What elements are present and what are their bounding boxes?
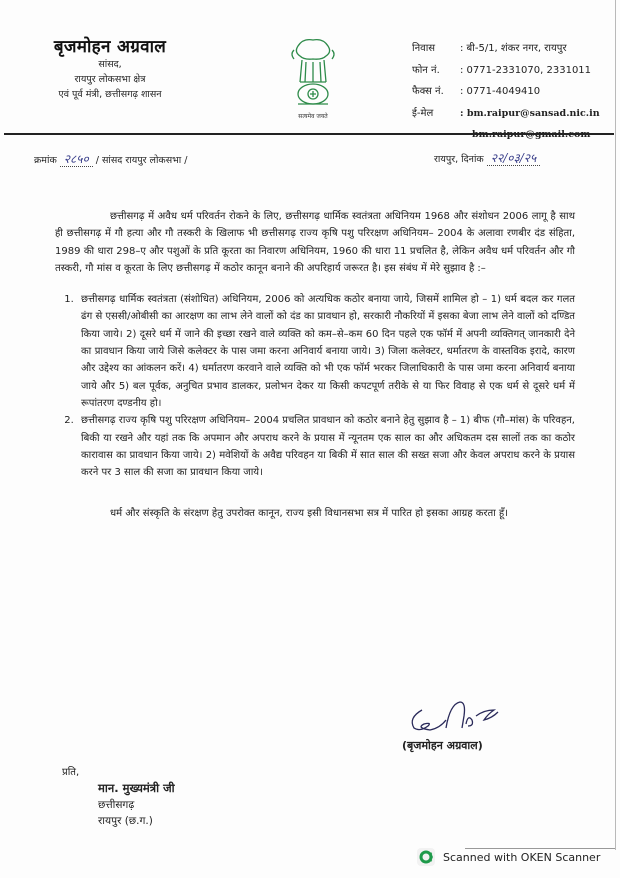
- national-emblem-icon: [288, 36, 338, 118]
- phone-label: फोन नं.: [412, 64, 440, 76]
- email-row: [412, 103, 600, 125]
- reference-number: [34, 150, 188, 167]
- sender-designation: सांसद,: [98, 59, 122, 70]
- fax-row: [412, 81, 600, 103]
- header-divider: [4, 133, 614, 135]
- reference-suffix: / सांसद रायपुर लोकसभा /: [95, 155, 188, 166]
- email-label: ई-मेल: [412, 107, 434, 119]
- intro-paragraph: छत्तीसगढ़ में अवैध धर्म परिवर्तन रोकने के लिए, छत्तीसगढ़ धार्मिक स्वतंत्रता अधिनियम 1968 और संशोधन 2006 लागू है साथ ही छत्तीसगढ़ में गौ हत्या और गौ तस्करी के खिलाफ भी छत्तीसगढ़ राज्य कृषि पशु परिरक्षण अधिनियम– 2004 के अलावा रणबीर दंड संहिता, 1989 की धारा 298–ए और पशुओं के प्रति कूरता का निवारण अधिनियम, 1960 की धारा 11 प्रचलित है, लेकिन अवैध धर्म परिवर्तन और गौ तस्करी, गौ मांस व कूरता के लिए छत्तीसगढ़ में कठोर कानून बनाने की अपरिहार्य जरूरत है। इस संबंध में मेरे सुझाव है :–: [55, 211, 575, 274]
- sender-constituency: रायपुर लोकसभा क्षेत्र: [74, 74, 146, 85]
- phone-value: : 0771-2331070, 2331011: [460, 64, 592, 76]
- sender-former-post: एवं पूर्व मंत्री, छत्तीसगढ़ शासन: [58, 89, 162, 100]
- recipient-state: छत्तीसगढ़: [98, 798, 135, 811]
- sender-block: [40, 34, 180, 102]
- date-handwritten: २२/०३/२५: [487, 151, 541, 166]
- to-label: प्रति,: [62, 767, 80, 778]
- phone-row: [412, 60, 600, 82]
- recipient-city: रायपुर (छ.ग.): [98, 815, 153, 827]
- signature-icon: [400, 698, 510, 738]
- closing-paragraph: धर्म और संस्कृति के संरक्षण हेतु उपरोक्त कानून, राज्य इसी विधानसभा सत्र में पारित हो इसका आग्रह करता हूँ।: [110, 508, 509, 520]
- oken-scanner-logo-icon: [417, 848, 435, 866]
- letter-body: [55, 208, 575, 523]
- fax-value: : 0771-4049410: [460, 86, 541, 97]
- residence-label: निवास: [412, 43, 436, 54]
- place-date-label: रायपुर, दिनांक: [434, 154, 484, 165]
- reference-label: क्रमांक: [34, 155, 57, 166]
- suggestion-item: 2. छत्तीसगढ़ राज्य कृषि पशु परिरक्षण अधिनियम– 2004 प्रचलित प्रावधान को कठोर बनाने हेतु सुझाव है – 1) बीफ (गौ–मांस) के परिवहन, बिकी या रखने और यहां तक कि अपमान और अपराध करने के प्रयास में न्यूनतम एक साल का और अधिकतम दस सालों तक का कठोर कारावास का प्रावधान किया जाये। 2) मवेशियों के अवैद्य परिवहन या बिकी में सात साल की सख्त सजा और केवल अपराध करने के प्रयास करने पर 3 साल की सजा का प्रावधान किया जाये।: [77, 412, 575, 481]
- contact-block: [412, 38, 600, 146]
- suggestion-item: 1. छत्तीसगढ़ धार्मिक स्वतंत्रता (संशोधित) अधिनियम, 2006 को अत्यधिक कठोर बनाया जाये, जिसमें शामिल हो – 1) धर्म बदल कर गलत ढंग से एससी/ओबीसी का आरक्षण का लाभ लेने वालों को दंड का प्रावधान हो, सरकारी नौकरियों में इसका बेजा लाभ लेने वालों को दण्डित किया जाये। 2) दूसरे धर्म में जाने की इच्छा रखने वाले व्यक्ति को कम–से–कम 60 दिन पहले एक फॉर्म में अपनी व्यक्तिगत् जानकारी देने का प्रावधान किया जाये जिसे कलेक्टर के पास जमा करना अनिवार्य बनाया जाये। 3) जिला कलेक्टर, धर्मातरण के वास्तविक इरादे, कारण और उद्देश्य का आंकलन करें। 4) धर्मातरण करवाने वाले व्यक्ति को भी एक फॉर्म भरकर जिलाधिकारी के पास जमा करना अनिवार्य बनाया जाये और 5) बल पूर्वक, अनुचित प्रभाव डालकर, प्रलोभन देकर या किसी कपटपूर्ण तरीके से या फिर विवाह से एक धर्म से दूसरे धर्म में रूपांतरण दण्डनीय हो।: [77, 291, 575, 412]
- suggestions-list: [55, 291, 575, 481]
- residence-row: [412, 38, 600, 60]
- reference-number-handwritten: २८५०: [60, 152, 93, 167]
- recipient-block: [98, 780, 175, 830]
- residence-value: : बी-5/1, शंकर नगर, रायपुर: [460, 43, 567, 54]
- emblem-motto: सत्यमेव जयते: [298, 113, 328, 120]
- recipient-title: मान. मुख्यमंत्री जी: [98, 781, 175, 795]
- scanner-watermark-text: Scanned with OKEN Scanner: [443, 850, 601, 864]
- fax-label: फैक्स नं.: [412, 86, 444, 97]
- signer-name: (बृजमोहन अग्रवाल): [402, 739, 483, 752]
- sender-name: बृजमोहन अग्रवाल: [53, 37, 167, 57]
- page-edge: [615, 0, 616, 850]
- email-primary[interactable]: : bm.raipur@sansad.nic.in: [460, 107, 600, 119]
- place-date: [434, 149, 540, 166]
- scanner-watermark: [417, 848, 600, 866]
